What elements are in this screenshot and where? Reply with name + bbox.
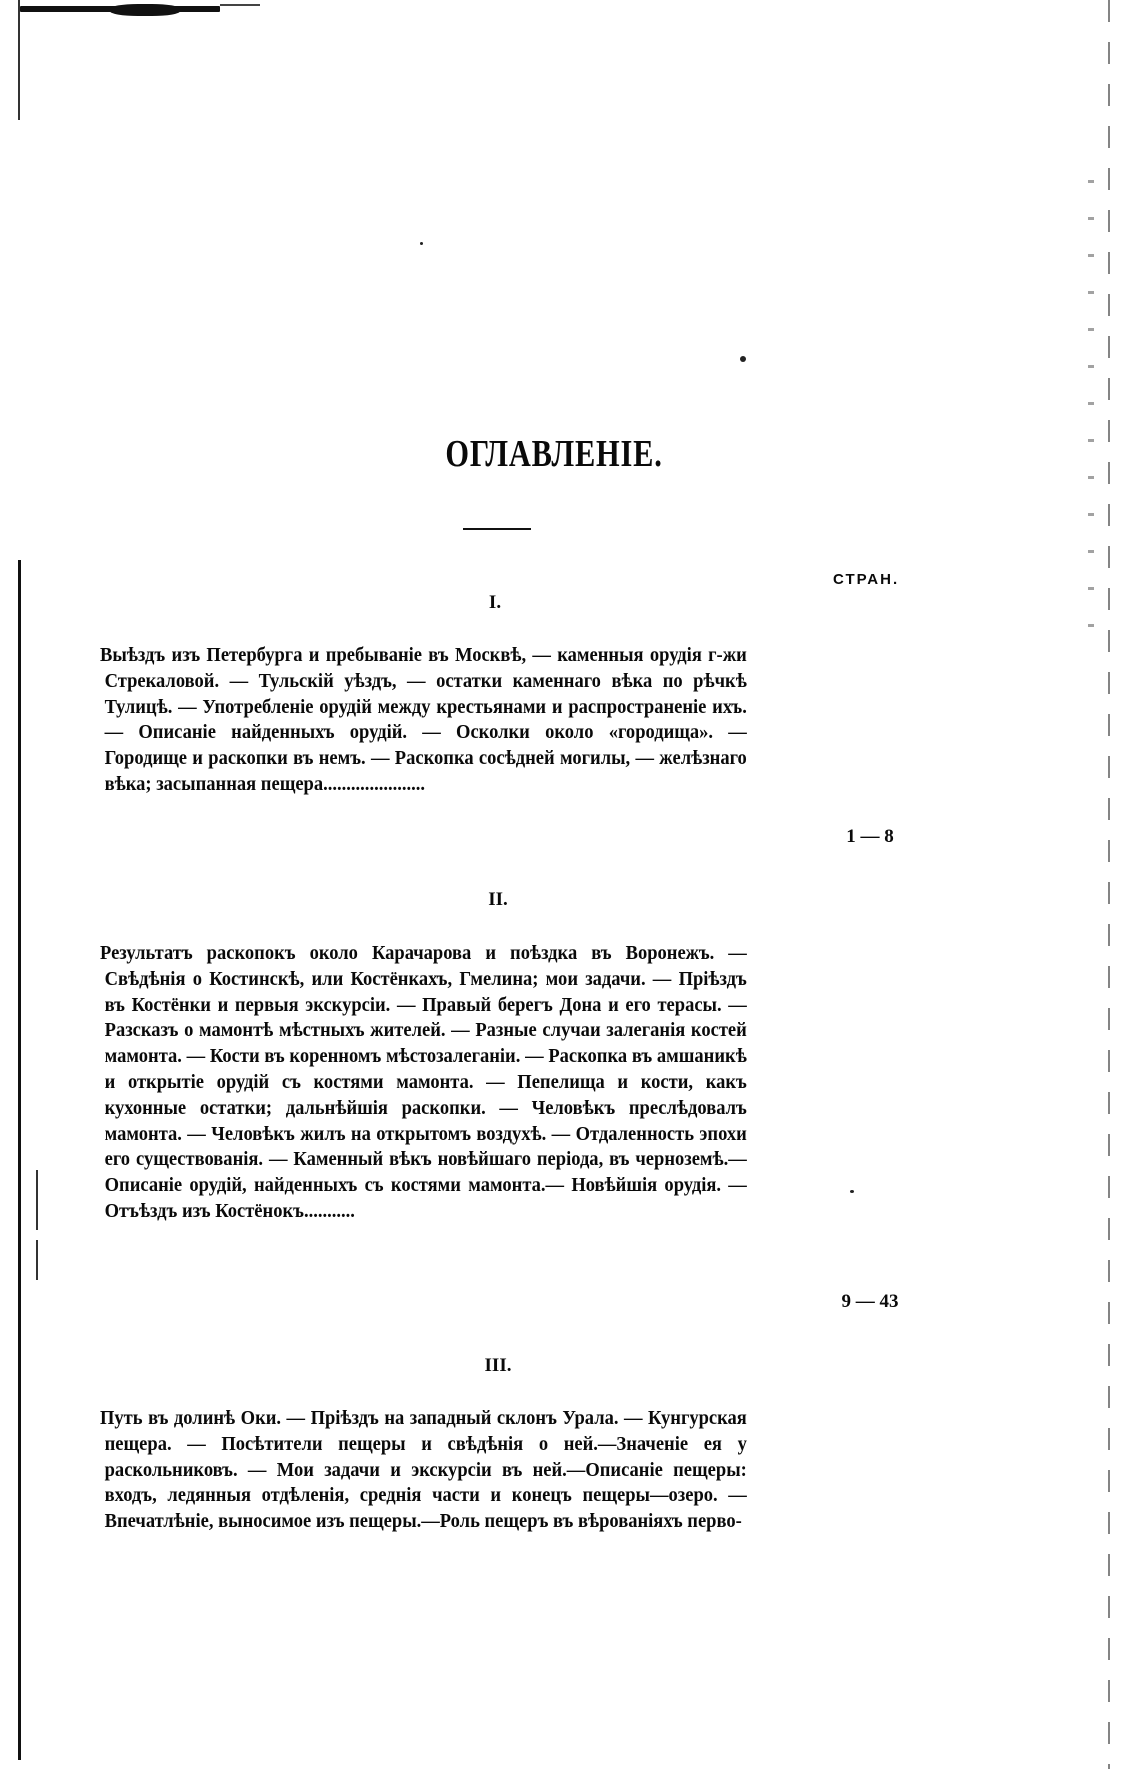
scan-edge-left [18,560,21,1760]
scan-mark [36,1240,38,1280]
scan-artifact-top [20,0,250,14]
toc-entry-text: Результатъ раскопокъ около Карачарова и поѣздка въ Воронежъ. — Свѣдѣнія о Костинскѣ, или Костёнкахъ, Гмелина; мои задачи. — Пріѣздъ въ Костёнки и первыя экскурсіи. — Правый берегъ Дона и его терасы. — Разсказъ о мамонтѣ мѣстныхъ жителей. — Разные случаи залеганія костей мамонта. — Кости въ коренномъ мѣстозалеганіи. — Раскопка въ амшаникѣ и открытіе орудій съ костями мамонта. — Пепелища и кости, какъ кухонные остатки; дальнѣйшія раскопки. — Человѣкъ преслѣдовалъ мамонта. — Человѣкъ жилъ на открытомъ воздухѣ. — Отдаленность эпохи его существованія. — Каменный вѣкъ новѣйшаго періода, въ черноземѣ.—Описаніе орудій, найденныхъ съ костями мамонта.— Новѣйшія орудія. — Отъѣздъ изъ Костёнокъ [100,943,747,1222]
scan-mark [36,1170,38,1230]
page-range: 9 — 43 [841,1291,899,1312]
toc-entry [100,941,747,1225]
scan-edge-left-upper [18,0,20,120]
section-numeral: III. [484,1355,512,1376]
section-numeral: II. [488,889,508,910]
page-title: ОГЛАВЛЕНІЕ. [445,433,663,475]
toc-entry [100,643,747,798]
leader-dots: ........... [303,1200,355,1222]
page-range: 1 — 8 [846,826,894,847]
toc-entry [100,1406,747,1535]
leader-dots: ...................... [323,773,426,795]
page-column-header: СТРАН. [833,571,900,588]
section-numeral: I. [488,592,502,613]
scan-speck [850,1190,854,1193]
toc-entry-text: Выѣздъ изъ Петербурга и пребываніе въ Москвѣ, — каменныя орудія г-жи Стрекаловой. — Тульскій уѣздъ, — остатки каменнаго вѣка по рѣчкѣ Тулицѣ. — Употребленіе орудій между крестьянами и распространеніе ихъ. — Описаніе найденныхъ орудій. — Осколки около «городища». — Городище и раскопки въ немъ. — Раскопка сосѣдней могилы, — желѣзнаго вѣка; засыпанная пещера [100,645,747,795]
scan-speck [420,242,423,245]
title-divider [463,528,531,530]
scan-edge-right [1108,0,1110,1769]
scan-speck [740,356,746,362]
scan-specks-right [1088,180,1094,640]
toc-entry-text: Путь въ долинѣ Оки. — Пріѣздъ на западный склонъ Урала. — Кунгурская пещера. — Посѣтители пещеры и свѣдѣнія о ней.—Значеніе ея у раскольниковъ. — Мои задачи и экскурсіи въ ней.—Описаніе пещеры: входъ, ледянныя отдѣленія, среднія части и конецъ пещеры—озеро. — Впечатлѣніе, выносимое изъ пещеры.—Роль пещеръ въ вѣрованіяхъ перво- [100,1408,747,1533]
